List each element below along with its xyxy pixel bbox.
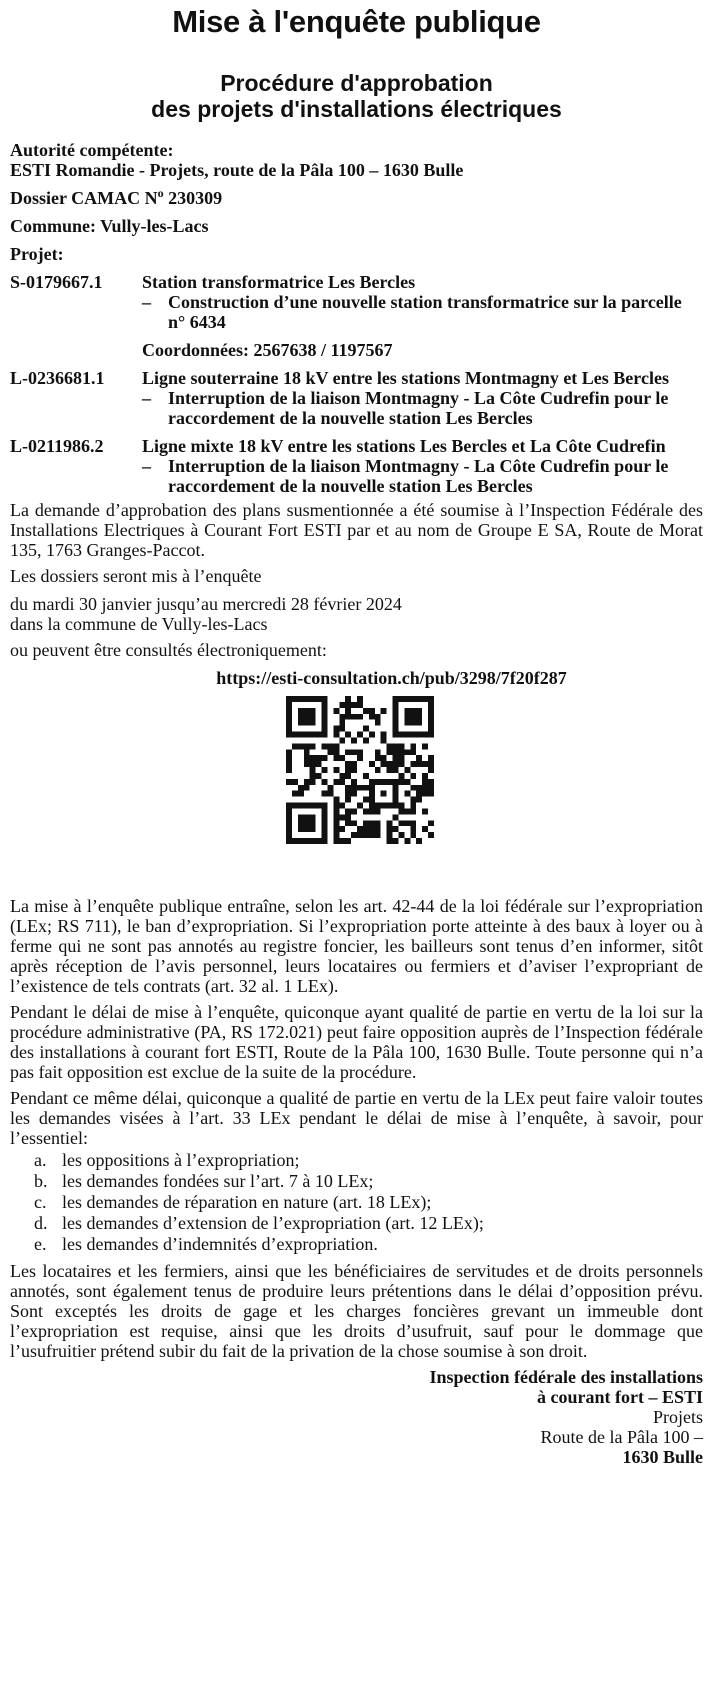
signature-line-3: Projets	[652, 1407, 703, 1427]
qr-code-icon[interactable]	[286, 696, 434, 844]
authority-block	[10, 140, 703, 180]
list-text: les oppositions à l’expropriation;	[62, 1150, 300, 1170]
subtitle-line-2: des projets d'installations électriques	[151, 96, 562, 122]
electronic-line: ou peuvent être consultés électroniquement:	[10, 640, 327, 660]
project-entry	[10, 368, 703, 428]
dossiers-line: Les dossiers seront mis à l’enquête	[10, 566, 262, 586]
project-code: L-0211986.2	[10, 436, 104, 456]
dash-bullet: –	[142, 292, 151, 312]
list-letter: b.	[34, 1171, 48, 1191]
consultation-url-link[interactable]: https://esti-consultation.ch/pub/3298/7f20f287	[216, 668, 567, 688]
list-text: les demandes fondées sur l’art. 7 à 10 LEx;	[62, 1171, 374, 1191]
subtitle-line-1: Procédure d'approbation	[220, 70, 493, 96]
signature-line-2: à courant fort – ESTI	[537, 1387, 703, 1407]
claims-list	[10, 1150, 703, 1255]
dates-line-2: dans la commune de Vully-les-Lacs	[10, 614, 268, 634]
dossier-sup: o	[157, 186, 164, 200]
list-item	[10, 1192, 703, 1213]
project-detail: Construction d’une nouvelle station transformatrice sur la parcelle n° 6434	[168, 292, 682, 332]
project-coordinates: Coordonnées: 2567638 / 1197567	[142, 340, 393, 360]
list-letter: d.	[34, 1213, 48, 1233]
list-text: les demandes de réparation en nature (art. 18 LEx);	[62, 1192, 432, 1212]
list-text: les demandes d’extension de l’expropriation (art. 12 LEx);	[62, 1213, 484, 1233]
dossier-value: 230309	[163, 188, 223, 208]
projet-label: Projet:	[10, 244, 64, 264]
signature-block	[10, 1367, 703, 1467]
dossier-prefix: Dossier CAMAC N	[10, 188, 158, 208]
signature-line-4	[10, 1427, 703, 1467]
project-entry	[10, 272, 703, 360]
signature-address: Route de la Pâla 100 –	[540, 1427, 703, 1447]
list-item	[10, 1213, 703, 1234]
locataires-paragraph: Les locataires et les fermiers, ainsi que les bénéficiaires de servitudes et de droits personnels annotés, sont également tenus de produire leurs prétentions dans le délai d’opposition prévu. Sont exceptés les droits de gage et les charges foncières grevant un immeuble dont l’expropriation est requise, ainsi que les droits d’usufruit, sauf pour le dommage que l’usufruitier prétend subir du fait de la privation de la chose soumise à son droit.	[10, 1261, 703, 1361]
dash-bullet: –	[142, 388, 151, 408]
project-detail: Interruption de la liaison Montmagny - La Côte Cudrefin pour le raccordement de la nouvelle station Les Bercles	[168, 388, 669, 428]
list-item	[10, 1150, 703, 1171]
list-text: les demandes d’indemnités d’expropriation.	[62, 1234, 378, 1254]
project-title: Station transformatrice Les Bercles	[142, 272, 416, 292]
project-detail: Interruption de la liaison Montmagny - La Côte Cudrefin pour le raccordement de la nouvelle station Les Bercles	[168, 456, 669, 496]
project-code: L-0236681.1	[10, 368, 105, 388]
list-item	[10, 1171, 703, 1192]
authority-value: ESTI Romandie - Projets, route de la Pâla 100 – 1630 Bulle	[10, 160, 464, 180]
lex-paragraph: Pendant ce même délai, quiconque a qualité de partie en vertu de la LEx peut faire valoir toutes les demandes visées à l’art. 33 LEx pendant le délai de mise à l’enquête, à savoir, pour l’essentiel:	[10, 1088, 703, 1148]
authority-label: Autorité compétente:	[10, 140, 174, 160]
list-letter: a.	[34, 1150, 47, 1170]
opposition-paragraph: Pendant le délai de mise à l’enquête, quiconque ayant qualité de partie en vertu de la loi sur la procédure administrative (PA, RS 172.021) peut faire opposition auprès de l’Inspection fédérale des installations à courant fort ESTI, Route de la Pâla 100, 1630 Bulle. Toute personne qui n’a pas fait opposition est exclue de la suite de la procédure.	[10, 1002, 703, 1082]
dates-line-1: du mardi 30 janvier jusqu’au mercredi 28 février 2024	[10, 594, 402, 614]
commune: Commune: Vully-les-Lacs	[10, 216, 209, 236]
request-paragraph: La demande d’approbation des plans susmentionnée a été soumise à l’Inspection Fédérale des Installations Electriques à Courant Fort ESTI par et au nom de Groupe E SA, Route de Morat 135, 1763 Granges-Paccot.	[10, 500, 703, 560]
page-title: Mise à l'enquête publique	[172, 4, 541, 39]
project-entry	[10, 436, 703, 496]
expropriation-paragraph: La mise à l’enquête publique entraîne, selon les art. 42-44 de la loi fédérale sur l’expropriation (LEx; RS 711), le ban d’expropriation. Si l’expropriation porte atteinte à des baux à loyer ou à ferme qui ne sont pas annotés au registre foncier, les bailleurs sont tenus d’en informer, sitôt après réception de l’avis personnel, leurs locataires ou fermiers et d’aviser l’expropriant de l’existence de tels contrats (art. 32 al. 1 LEx).	[10, 896, 703, 996]
project-title: Ligne mixte 18 kV entre les stations Les Bercles et La Côte Cudrefin	[142, 436, 666, 456]
project-code: S-0179667.1	[10, 272, 103, 292]
list-letter: c.	[34, 1192, 47, 1212]
project-title: Ligne souterraine 18 kV entre les stations Montmagny et Les Bercles	[142, 368, 669, 388]
enquiry-dates	[10, 594, 703, 634]
list-item	[10, 1234, 703, 1255]
dossier-number	[10, 188, 703, 208]
list-letter: e.	[34, 1234, 47, 1254]
page-subtitle	[10, 70, 703, 122]
signature-city: 1630 Bulle	[622, 1447, 703, 1467]
qr-code-container	[10, 696, 703, 844]
dash-bullet: –	[142, 456, 151, 476]
signature-line-1: Inspection fédérale des installations	[429, 1367, 703, 1387]
